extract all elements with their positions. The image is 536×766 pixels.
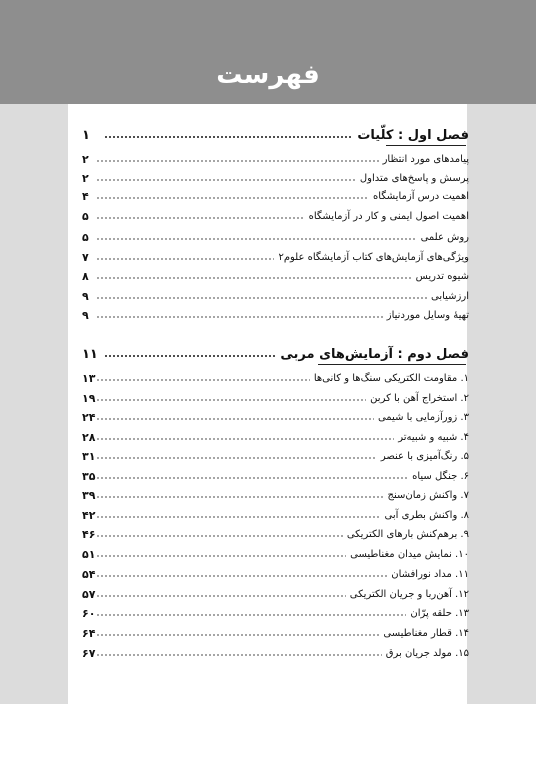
page-number: ۵۷ [82, 587, 96, 601]
page-number: ۵ [82, 209, 89, 223]
leader-dots [96, 631, 379, 640]
entry-title: ۵. رنگ‌آمیزی با عنصر [380, 450, 469, 462]
leader-dots [96, 157, 379, 166]
toc-entry[interactable] [80, 506, 469, 524]
page-number: ۵۴ [82, 567, 96, 581]
page-number: ۱۳ [82, 371, 96, 385]
toc-entry[interactable] [80, 389, 469, 407]
leader-dots [96, 474, 408, 483]
entry-title: ۳. زورآزمایی با شیمی [377, 411, 469, 423]
leader-dots [96, 376, 310, 385]
entry-title: ویژگی‌های آزمایش‌های کتاب آزمایشگاه علوم۲ [278, 251, 469, 263]
toc-entry[interactable] [80, 644, 469, 662]
toc-entry[interactable] [80, 169, 469, 187]
page-number: ۹ [82, 308, 89, 322]
leader-dots [96, 396, 366, 405]
page-number: ۵۱ [82, 547, 96, 561]
toc-entry[interactable] [80, 248, 469, 266]
entry-title: ۷. واکنش زمان‌سنج [387, 489, 469, 501]
page-number: ۲ [82, 171, 89, 185]
toc-entry[interactable] [80, 306, 469, 324]
toc-entry[interactable] [80, 585, 469, 603]
leader-dots [96, 592, 346, 601]
page-number: ۶۰ [82, 606, 96, 620]
leader-dots [96, 176, 356, 185]
page-number: ۶۷ [82, 646, 96, 660]
toc-entry[interactable] [80, 187, 469, 205]
leader-dots [96, 493, 384, 502]
leader-dots [96, 552, 346, 561]
entry-title: ۹. برهم‌کنش بارهای الکتریکی [346, 528, 469, 540]
entry-title: پیامدهای مورد انتظار [382, 153, 469, 165]
page-number: ۱۱ [82, 346, 98, 362]
entry-title: ۲. استخراج آهن با کربن [370, 392, 469, 404]
leader-dots [96, 611, 406, 620]
toc-entry[interactable] [80, 525, 469, 543]
toc-entry[interactable] [80, 369, 469, 387]
toc-entry[interactable] [80, 408, 469, 426]
entry-title: پرسش و پاسخ‌های متداول [359, 172, 469, 184]
page-number: ۲ [82, 152, 89, 166]
leader-dots [96, 194, 369, 203]
page-number: ۴۲ [82, 508, 96, 522]
entry-title: ۱۳. حلقه پرّان [410, 607, 469, 619]
entry-title: ۱. مقاومت الکتریکی سنگ‌ها و کانی‌ها [313, 372, 469, 384]
bottom-margin [0, 704, 536, 766]
entry-title: اهمیت درس آزمایشگاه [372, 190, 469, 202]
leader-dots [96, 435, 394, 444]
entry-title: ۴. شبیه و شبیه‌تر [398, 431, 469, 443]
leader-dots [104, 352, 276, 361]
toc-entry[interactable] [80, 467, 469, 485]
chapter-title: فصل دوم : آزمایش‌های مربی [280, 346, 469, 362]
leader-dots [96, 235, 417, 244]
chapter-1-heading[interactable] [80, 126, 469, 144]
leader-dots [96, 454, 377, 463]
leader-dots [96, 513, 381, 522]
page-number: ۴ [82, 189, 89, 203]
toc-entry[interactable] [80, 624, 469, 642]
toc-entry[interactable] [80, 447, 469, 465]
chapter-title: فصل اول : کلّیات [357, 127, 469, 143]
leader-dots [104, 133, 353, 142]
leader-dots [96, 572, 387, 581]
right-margin-panel [467, 104, 536, 704]
leader-dots [96, 415, 374, 424]
entry-title: اهمیت اصول ایمنی و کار در آزمایشگاه [308, 210, 469, 222]
page-number: ۶۴ [82, 626, 96, 640]
page-number: ۳۹ [82, 488, 96, 502]
leader-dots [96, 274, 412, 283]
page-number: ۱ [82, 127, 90, 143]
toc-entry[interactable] [80, 267, 469, 285]
toc-entry[interactable] [80, 207, 469, 225]
page-number: ۵ [82, 230, 89, 244]
left-margin-panel [0, 104, 68, 704]
toc-entry[interactable] [80, 604, 469, 622]
toc-entry[interactable] [80, 486, 469, 504]
entry-title: ۱۴. قطار مغناطیسی [383, 627, 469, 639]
page-number: ۳۵ [82, 469, 96, 483]
chapter-2-heading[interactable] [80, 345, 469, 363]
leader-dots [96, 313, 383, 322]
leader-dots [96, 255, 274, 264]
chapter-1-underline [386, 145, 466, 146]
chapter-2-underline [318, 364, 466, 365]
page-number: ۲۴ [82, 410, 96, 424]
entry-title: روش علمی [420, 231, 469, 243]
entry-title: ارزشیابی [431, 290, 469, 302]
toc-entry[interactable] [80, 150, 469, 168]
toc-entry[interactable] [80, 287, 469, 305]
page-title: فهرست [216, 60, 320, 90]
entry-title: ۶. جنگل سیاه [412, 470, 469, 482]
page-number: ۹ [82, 289, 89, 303]
leader-dots [96, 294, 427, 303]
entry-title: تهیهٔ وسایل موردنیاز [386, 309, 469, 321]
page-number: ۸ [82, 269, 89, 283]
leader-dots [96, 214, 305, 223]
entry-title: ۸. واکنش بطری آبی [384, 509, 469, 521]
page-number: ۴۶ [82, 527, 96, 541]
entry-title: ۱۵. مولد جریان برق [385, 647, 469, 659]
page-number: ۱۹ [82, 391, 96, 405]
toc-entry[interactable] [80, 565, 469, 583]
toc-entry[interactable] [80, 545, 469, 563]
toc-entry[interactable] [80, 428, 469, 446]
page-number: ۳۱ [82, 449, 96, 463]
toc-entry[interactable] [80, 228, 469, 246]
page-number: ۷ [82, 250, 89, 264]
entry-title: ۱۲. آهن‌ربا و جریان الکتریکی [349, 588, 469, 600]
entry-title: شیوه تدریس [415, 270, 469, 282]
entry-title: ۱۱. مداد نورافشان [391, 568, 469, 580]
leader-dots [96, 532, 343, 541]
leader-dots [96, 651, 382, 660]
entry-title: ۱۰. نمایش میدان مغناطیسی [350, 548, 469, 560]
page-number: ۲۸ [82, 430, 96, 444]
